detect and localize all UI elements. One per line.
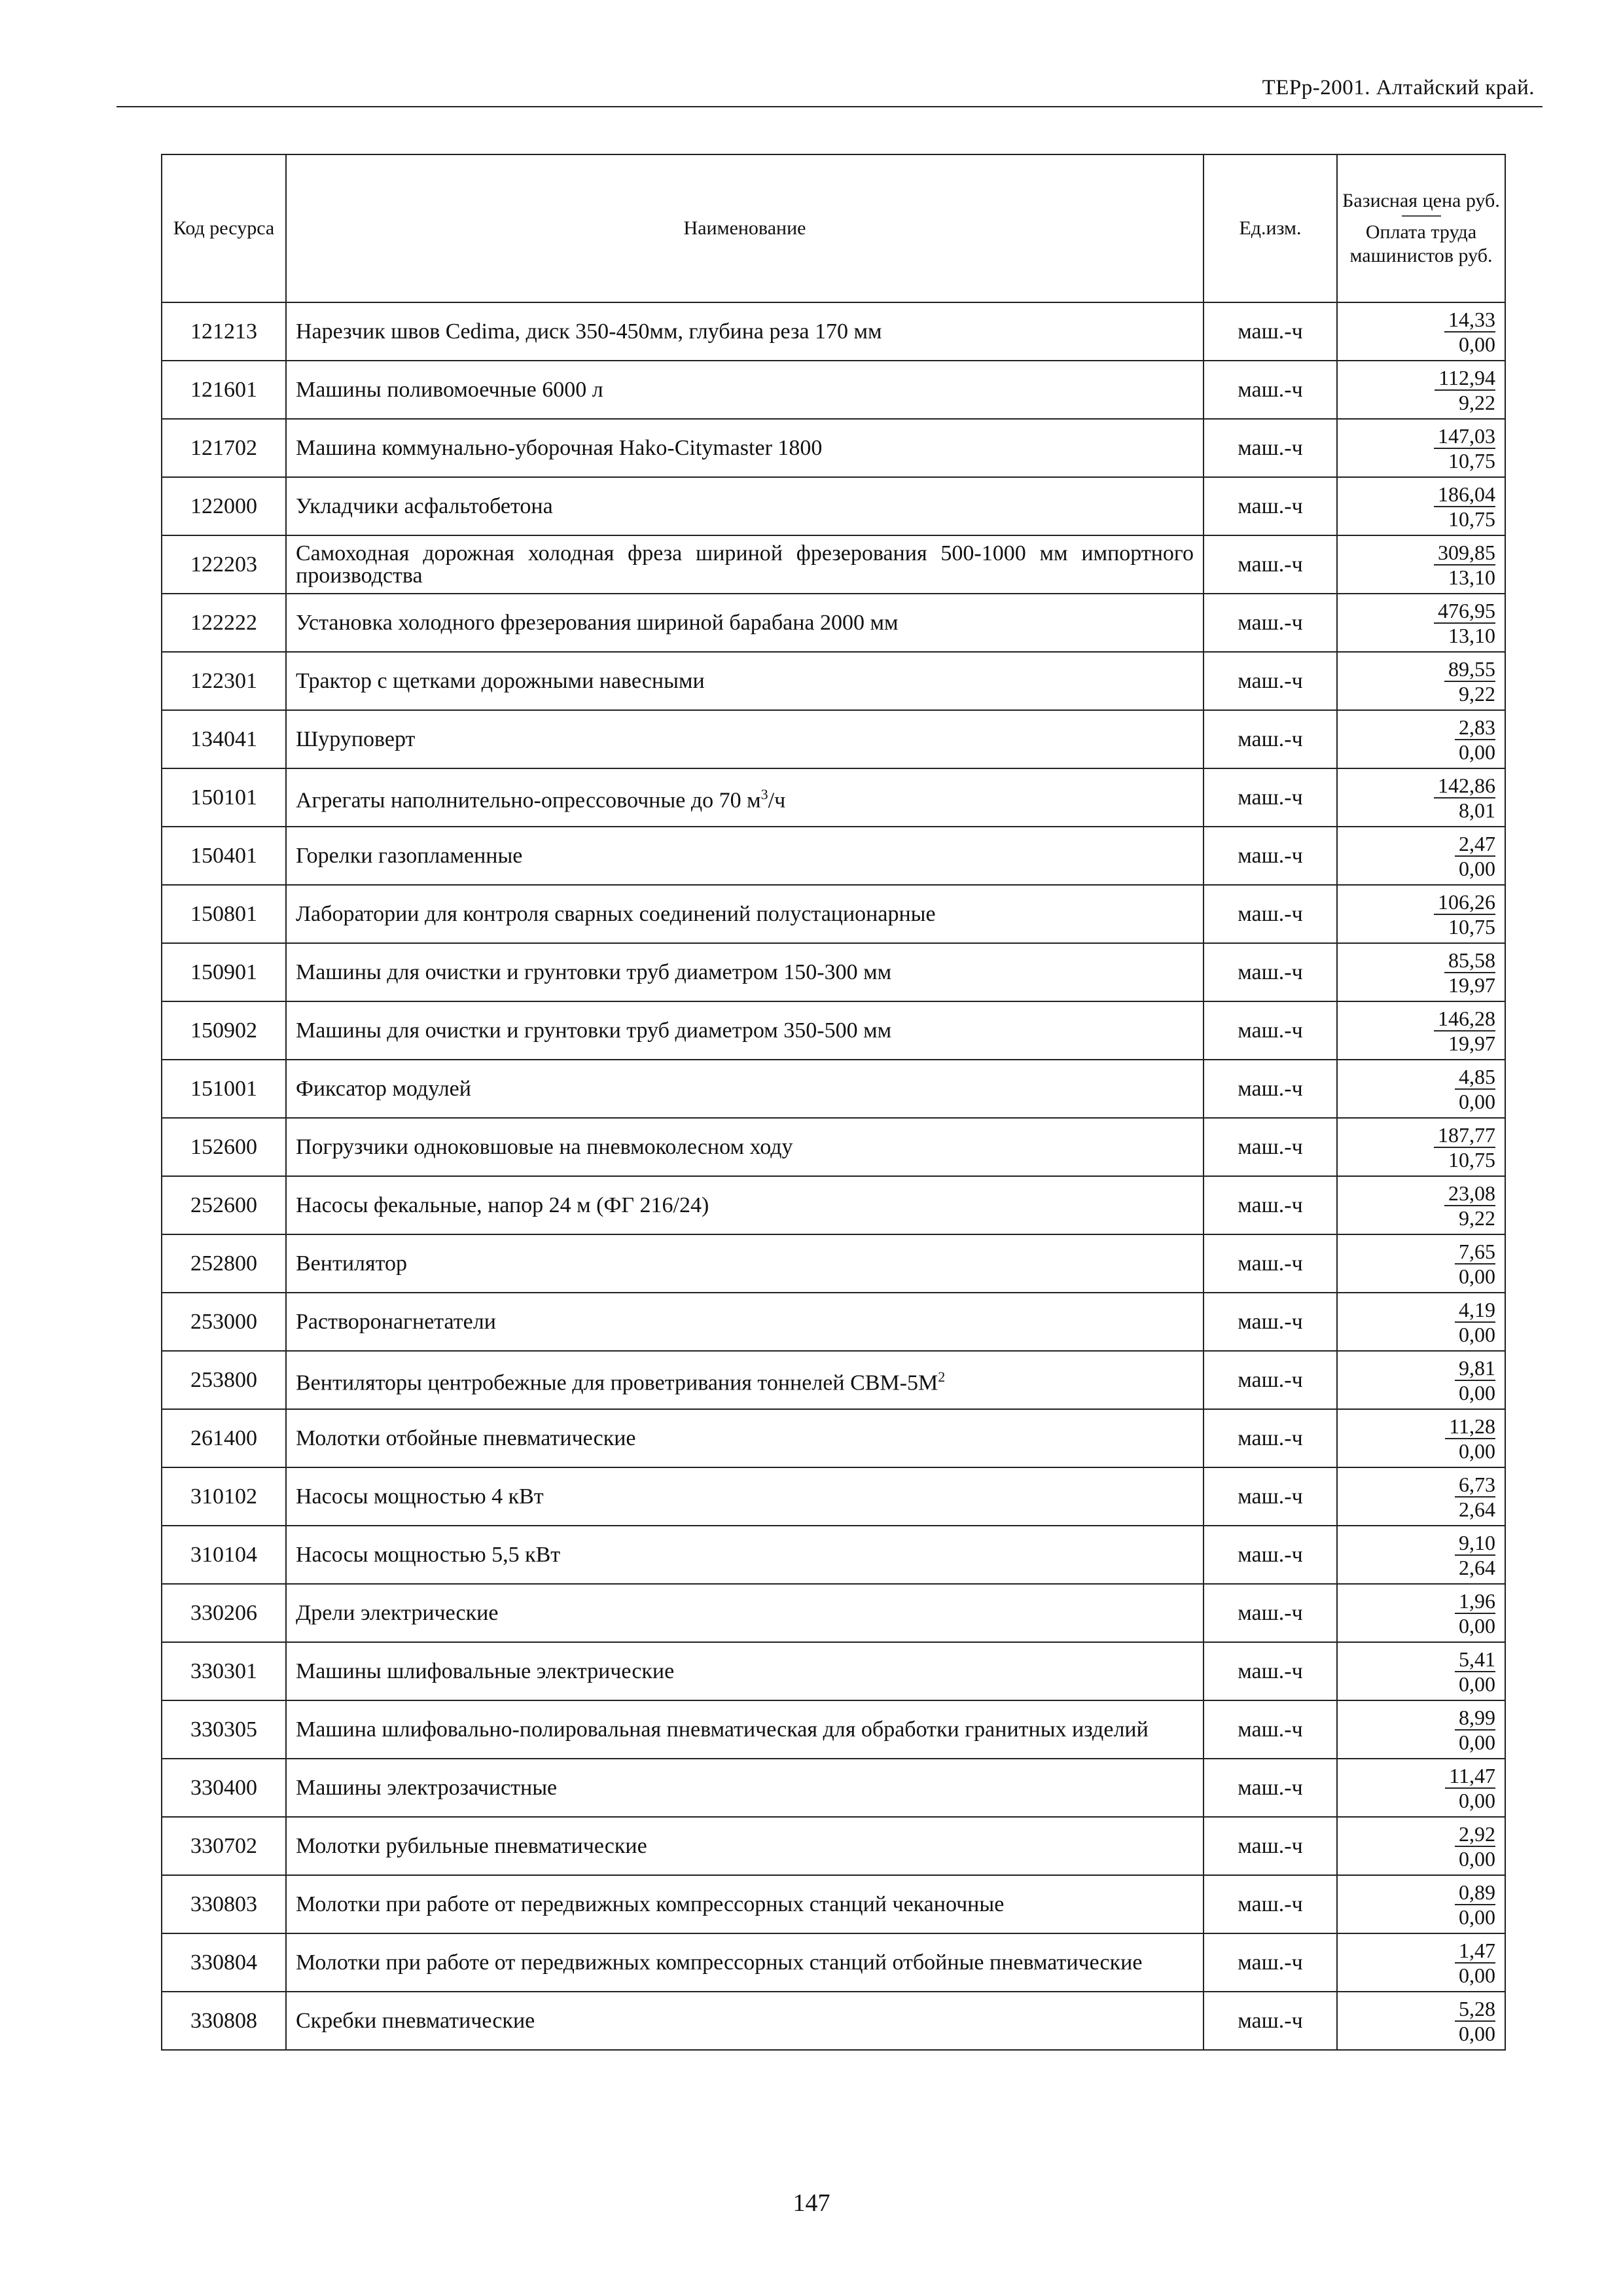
table-row — [162, 419, 1505, 477]
resource-code: 151001 — [162, 1060, 286, 1118]
resource-name-text: Молотки рубильные пневматические — [296, 1833, 647, 1858]
price-cell — [1337, 1875, 1505, 1933]
price-fraction — [1455, 1240, 1495, 1288]
operator-wage: 0,00 — [1459, 1439, 1495, 1463]
resource-unit: маш.-ч — [1204, 1584, 1337, 1642]
table-row — [162, 943, 1505, 1001]
price-fraction — [1444, 308, 1495, 356]
price-fraction — [1444, 1181, 1495, 1230]
price-cell — [1337, 1526, 1505, 1584]
table-row — [162, 302, 1505, 361]
resource-name — [286, 1060, 1204, 1118]
resource-unit: маш.-ч — [1204, 419, 1337, 477]
resource-name — [286, 1700, 1204, 1759]
resource-unit: маш.-ч — [1204, 1817, 1337, 1875]
price-cell — [1337, 535, 1505, 594]
base-price: 309,85 — [1434, 541, 1495, 565]
base-price: 187,77 — [1434, 1123, 1495, 1148]
base-price: 476,95 — [1434, 599, 1495, 624]
resource-name-text: Машина шлифовально-полировальная пневматическая для обработки гранитных изделий — [296, 1717, 1149, 1742]
resource-name-superscript: 3 — [760, 785, 768, 802]
price-fraction — [1445, 1764, 1495, 1812]
resource-unit: маш.-ч — [1204, 652, 1337, 710]
price-cell — [1337, 1642, 1505, 1700]
operator-wage: 10,75 — [1448, 507, 1495, 531]
price-cell — [1337, 827, 1505, 885]
price-fraction — [1455, 1356, 1495, 1405]
price-fraction — [1455, 1880, 1495, 1929]
resource-code: 310104 — [162, 1526, 286, 1584]
table-row — [162, 1001, 1505, 1060]
resource-unit: маш.-ч — [1204, 1992, 1337, 2050]
price-cell — [1337, 477, 1505, 535]
resource-name-text: Фиксатор модулей — [296, 1076, 471, 1101]
resource-code: 150401 — [162, 827, 286, 885]
resource-name — [286, 302, 1204, 361]
header-price-divider — [1402, 215, 1441, 217]
header-code: Код ресурса — [162, 154, 286, 302]
resource-code: 150801 — [162, 885, 286, 943]
resource-name — [286, 768, 1204, 827]
resource-name — [286, 1642, 1204, 1700]
resource-code: 150101 — [162, 768, 286, 827]
resource-name-text: Вентилятор — [296, 1251, 408, 1276]
resource-code: 122301 — [162, 652, 286, 710]
base-price: 4,19 — [1455, 1298, 1495, 1323]
price-fraction — [1455, 1997, 1495, 2045]
resource-code: 330301 — [162, 1642, 286, 1700]
price-cell — [1337, 1234, 1505, 1293]
resource-unit: маш.-ч — [1204, 1351, 1337, 1409]
table-row — [162, 1526, 1505, 1584]
table-row — [162, 885, 1505, 943]
resource-name — [286, 1933, 1204, 1992]
table-row — [162, 1118, 1505, 1176]
base-price: 106,26 — [1434, 890, 1495, 915]
operator-wage: 9,22 — [1459, 390, 1495, 414]
resource-name-text: Укладчики асфальтобетона — [296, 493, 553, 518]
table-row — [162, 1060, 1505, 1118]
resource-name — [286, 827, 1204, 885]
table-row — [162, 652, 1505, 710]
price-cell — [1337, 710, 1505, 768]
price-cell — [1337, 419, 1505, 477]
price-cell — [1337, 1467, 1505, 1526]
operator-wage: 0,00 — [1459, 740, 1495, 764]
base-price: 146,28 — [1434, 1007, 1495, 1031]
price-fraction — [1434, 482, 1495, 531]
table-body — [162, 302, 1505, 2050]
price-fraction — [1434, 599, 1495, 647]
base-price: 2,47 — [1455, 832, 1495, 857]
price-cell — [1337, 652, 1505, 710]
price-fraction — [1455, 832, 1495, 880]
table-row — [162, 827, 1505, 885]
base-price: 2,83 — [1455, 715, 1495, 740]
price-cell — [1337, 1293, 1505, 1351]
resource-unit: маш.-ч — [1204, 1293, 1337, 1351]
table-row — [162, 1584, 1505, 1642]
table-row — [162, 1875, 1505, 1933]
resource-name-text: Машины для очистки и грунтовки труб диаметром 150-300 мм — [296, 960, 892, 984]
resource-unit: маш.-ч — [1204, 477, 1337, 535]
price-cell — [1337, 361, 1505, 419]
resource-name-text: Горелки газопламенные — [296, 843, 523, 868]
resource-unit: маш.-ч — [1204, 1700, 1337, 1759]
resource-name — [286, 1875, 1204, 1933]
resource-name — [286, 652, 1204, 710]
price-cell — [1337, 1933, 1505, 1992]
price-cell — [1337, 1118, 1505, 1176]
resource-code: 122222 — [162, 594, 286, 652]
resource-name-text: Машины поливомоечные 6000 л — [296, 377, 603, 402]
table-row — [162, 1467, 1505, 1526]
resource-name-text: Машина коммунально-уборочная Hako-Citymaster 1800 — [296, 435, 823, 460]
resource-unit: маш.-ч — [1204, 1176, 1337, 1234]
base-price: 85,58 — [1444, 948, 1495, 973]
table-row — [162, 1759, 1505, 1817]
resource-name — [286, 1234, 1204, 1293]
resource-name-text: Установка холодного фрезерования шириной барабана 2000 мм — [296, 610, 899, 635]
price-cell — [1337, 1992, 1505, 2050]
resource-name-text: Погрузчики одноковшовые на пневмоколесном ходу — [296, 1134, 793, 1159]
price-cell — [1337, 1351, 1505, 1409]
price-cell — [1337, 1060, 1505, 1118]
header-price — [1337, 154, 1505, 302]
price-fraction — [1444, 657, 1495, 706]
price-cell — [1337, 943, 1505, 1001]
resource-name — [286, 1526, 1204, 1584]
operator-wage: 0,00 — [1459, 1730, 1495, 1754]
price-cell — [1337, 1409, 1505, 1467]
operator-wage: 8,01 — [1459, 798, 1495, 822]
base-price: 11,47 — [1445, 1764, 1495, 1789]
price-cell — [1337, 768, 1505, 827]
table-row — [162, 1409, 1505, 1467]
base-price: 2,92 — [1455, 1822, 1495, 1847]
operator-wage: 0,00 — [1459, 1089, 1495, 1113]
price-fraction — [1434, 1123, 1495, 1172]
resource-name-text: Насосы мощностью 5,5 кВт — [296, 1542, 561, 1567]
resource-code: 330804 — [162, 1933, 286, 1992]
resource-code: 330803 — [162, 1875, 286, 1933]
resource-name-text: Растворонагнетатели — [296, 1309, 496, 1334]
resource-name — [286, 1118, 1204, 1176]
resource-code: 122000 — [162, 477, 286, 535]
price-cell — [1337, 885, 1505, 943]
resource-name-text: Трактор с щетками дорожными навесными — [296, 668, 705, 693]
resource-unit: маш.-ч — [1204, 1642, 1337, 1700]
resource-unit: маш.-ч — [1204, 768, 1337, 827]
operator-wage: 0,00 — [1459, 1613, 1495, 1638]
resource-unit: маш.-ч — [1204, 1001, 1337, 1060]
resource-name — [286, 535, 1204, 594]
price-fraction — [1455, 1939, 1495, 1987]
resource-name-text: Нарезчик швов Cedima, диск 350-450мм, глубина реза 170 мм — [296, 319, 882, 344]
resource-name-text: Лаборатории для контроля сварных соединений полустационарные — [296, 901, 936, 926]
operator-wage: 10,75 — [1448, 1147, 1495, 1172]
resource-name — [286, 1759, 1204, 1817]
resource-unit: маш.-ч — [1204, 535, 1337, 594]
price-fraction — [1455, 1298, 1495, 1346]
resource-name — [286, 943, 1204, 1001]
operator-wage: 10,75 — [1448, 448, 1495, 473]
price-fraction — [1434, 424, 1495, 473]
table-row — [162, 1817, 1505, 1875]
resource-code: 330400 — [162, 1759, 286, 1817]
resource-code: 134041 — [162, 710, 286, 768]
price-fraction — [1455, 1531, 1495, 1579]
operator-wage: 19,97 — [1448, 973, 1495, 997]
table-row — [162, 1992, 1505, 2050]
resource-code: 330305 — [162, 1700, 286, 1759]
price-cell — [1337, 1584, 1505, 1642]
resource-code: 330702 — [162, 1817, 286, 1875]
header-name: Наименование — [286, 154, 1204, 302]
resource-code: 252800 — [162, 1234, 286, 1293]
resource-unit: маш.-ч — [1204, 710, 1337, 768]
resource-name — [286, 1992, 1204, 2050]
operator-wage: 0,00 — [1459, 1672, 1495, 1696]
table-row — [162, 1642, 1505, 1700]
base-price: 23,08 — [1444, 1181, 1495, 1206]
header-price-bottom: Оплата труда машинистов руб. — [1349, 221, 1493, 266]
resource-name — [286, 1467, 1204, 1526]
resource-code: 150901 — [162, 943, 286, 1001]
resource-unit: маш.-ч — [1204, 1933, 1337, 1992]
page-number: 147 — [793, 2189, 830, 2217]
price-fraction — [1455, 1706, 1495, 1754]
resource-code: 261400 — [162, 1409, 286, 1467]
resource-name-text: Машины шлифовальные электрические — [296, 1659, 675, 1683]
price-fraction — [1434, 541, 1495, 589]
price-fraction — [1434, 890, 1495, 939]
resource-code: 121213 — [162, 302, 286, 361]
resource-name — [286, 710, 1204, 768]
table-row — [162, 1234, 1505, 1293]
header-price-top: Базисная цена руб. — [1342, 190, 1500, 211]
resource-unit: маш.-ч — [1204, 302, 1337, 361]
resource-unit: маш.-ч — [1204, 361, 1337, 419]
operator-wage: 0,00 — [1459, 1264, 1495, 1288]
table-row — [162, 768, 1505, 827]
resource-unit: маш.-ч — [1204, 943, 1337, 1001]
base-price: 142,86 — [1434, 774, 1495, 798]
resource-name — [286, 1584, 1204, 1642]
running-header — [116, 73, 1543, 107]
resource-name-suffix: /ч — [768, 788, 786, 813]
resource-name — [286, 1001, 1204, 1060]
operator-wage: 0,00 — [1459, 1788, 1495, 1812]
table-row — [162, 1351, 1505, 1409]
resource-unit: маш.-ч — [1204, 1875, 1337, 1933]
resource-name — [286, 885, 1204, 943]
resource-name — [286, 477, 1204, 535]
resource-unit: маш.-ч — [1204, 1409, 1337, 1467]
resource-unit: маш.-ч — [1204, 885, 1337, 943]
resource-name-text: Дрели электрические — [296, 1600, 499, 1625]
resource-name-text: Молотки при работе от передвижных компрессорных станций отбойные пневматические — [296, 1950, 1143, 1975]
operator-wage: 2,64 — [1459, 1555, 1495, 1579]
operator-wage: 0,00 — [1459, 1905, 1495, 1929]
table-header-row — [162, 154, 1505, 302]
price-cell — [1337, 594, 1505, 652]
base-price: 8,99 — [1455, 1706, 1495, 1731]
resource-name-text: Молотки при работе от передвижных компрессорных станций чеканочные — [296, 1892, 1005, 1916]
base-price: 112,94 — [1435, 366, 1495, 391]
resource-name — [286, 594, 1204, 652]
price-fraction — [1435, 366, 1495, 414]
base-price: 9,10 — [1455, 1531, 1495, 1556]
resource-name-text: Агрегаты наполнительно-опрессовочные до 70 м — [296, 788, 761, 813]
resource-unit: маш.-ч — [1204, 594, 1337, 652]
resource-name — [286, 419, 1204, 477]
table-row — [162, 361, 1505, 419]
price-fraction — [1455, 1473, 1495, 1521]
price-fraction — [1434, 774, 1495, 822]
price-fraction — [1455, 715, 1495, 764]
operator-wage: 13,10 — [1448, 623, 1495, 647]
price-fraction — [1455, 1647, 1495, 1696]
resource-code: 253800 — [162, 1351, 286, 1409]
resource-name — [286, 1176, 1204, 1234]
resource-unit: маш.-ч — [1204, 1467, 1337, 1526]
resource-name-text: Машины электрозачистные — [296, 1775, 558, 1800]
header-unit: Ед.изм. — [1204, 154, 1337, 302]
table-row — [162, 1700, 1505, 1759]
base-price: 11,28 — [1445, 1414, 1495, 1439]
base-price: 14,33 — [1444, 308, 1495, 332]
resource-unit: маш.-ч — [1204, 1060, 1337, 1118]
resource-code: 252600 — [162, 1176, 286, 1234]
resource-unit: маш.-ч — [1204, 1526, 1337, 1584]
price-fraction — [1455, 1822, 1495, 1871]
operator-wage: 9,22 — [1459, 681, 1495, 706]
table-row — [162, 1293, 1505, 1351]
operator-wage: 2,64 — [1459, 1497, 1495, 1521]
resource-code: 330206 — [162, 1584, 286, 1642]
base-price: 5,28 — [1455, 1997, 1495, 2022]
table-row — [162, 1933, 1505, 1992]
resource-code: 121601 — [162, 361, 286, 419]
base-price: 7,65 — [1455, 1240, 1495, 1265]
price-fraction — [1455, 1065, 1495, 1113]
base-price: 147,03 — [1434, 424, 1495, 449]
resource-unit: маш.-ч — [1204, 1234, 1337, 1293]
price-cell — [1337, 1001, 1505, 1060]
operator-wage: 0,00 — [1459, 2021, 1495, 2045]
operator-wage: 0,00 — [1459, 1846, 1495, 1871]
table-row — [162, 477, 1505, 535]
base-price: 89,55 — [1444, 657, 1495, 682]
resource-name-text: Шуруповерт — [296, 726, 416, 751]
base-price: 1,96 — [1455, 1589, 1495, 1614]
resource-name-superscript: 2 — [938, 1368, 946, 1385]
operator-wage: 13,10 — [1448, 565, 1495, 589]
resource-code: 121702 — [162, 419, 286, 477]
resource-name — [286, 1351, 1204, 1409]
base-price: 9,81 — [1455, 1356, 1495, 1381]
resource-name-text: Машины для очистки и грунтовки труб диаметром 350-500 мм — [296, 1018, 892, 1043]
base-price: 4,85 — [1455, 1065, 1495, 1090]
base-price: 186,04 — [1434, 482, 1495, 507]
resource-name-text: Скребки пневматические — [296, 2008, 535, 2033]
operator-wage: 10,75 — [1448, 914, 1495, 939]
resource-name — [286, 1817, 1204, 1875]
base-price: 6,73 — [1455, 1473, 1495, 1498]
table-row — [162, 710, 1505, 768]
operator-wage: 0,00 — [1459, 856, 1495, 880]
resource-code: 253000 — [162, 1293, 286, 1351]
price-fraction — [1445, 1414, 1495, 1463]
resource-unit: маш.-ч — [1204, 1759, 1337, 1817]
operator-wage: 0,00 — [1459, 1322, 1495, 1346]
price-cell — [1337, 1817, 1505, 1875]
table-row — [162, 1176, 1505, 1234]
price-fraction — [1444, 948, 1495, 997]
operator-wage: 19,97 — [1448, 1031, 1495, 1055]
resource-name-text: Молотки отбойные пневматические — [296, 1426, 636, 1450]
resource-name — [286, 1293, 1204, 1351]
price-cell — [1337, 1700, 1505, 1759]
operator-wage: 0,00 — [1459, 1963, 1495, 1987]
price-cell — [1337, 1759, 1505, 1817]
resource-name-text: Насосы фекальные, напор 24 м (ФГ 216/24) — [296, 1193, 709, 1217]
resource-unit: маш.-ч — [1204, 1118, 1337, 1176]
base-price: 0,89 — [1455, 1880, 1495, 1905]
base-price: 5,41 — [1455, 1647, 1495, 1672]
table-row — [162, 535, 1505, 594]
resource-name — [286, 1409, 1204, 1467]
operator-wage: 0,00 — [1459, 332, 1495, 356]
resource-name-text: Самоходная дорожная холодная фреза шириной фрезерования 500-1000 мм импортного производства — [296, 541, 1194, 588]
base-price: 1,47 — [1455, 1939, 1495, 1964]
operator-wage: 9,22 — [1459, 1206, 1495, 1230]
resource-unit: маш.-ч — [1204, 827, 1337, 885]
resource-code: 152600 — [162, 1118, 286, 1176]
resource-name — [286, 361, 1204, 419]
price-fraction — [1455, 1589, 1495, 1638]
resource-code: 122203 — [162, 535, 286, 594]
resource-table — [161, 154, 1506, 2051]
resource-code: 150902 — [162, 1001, 286, 1060]
resource-code: 310102 — [162, 1467, 286, 1526]
price-fraction — [1434, 1007, 1495, 1055]
price-cell — [1337, 302, 1505, 361]
resource-code: 330808 — [162, 1992, 286, 2050]
price-cell — [1337, 1176, 1505, 1234]
resource-name-text: Насосы мощностью 4 кВт — [296, 1484, 544, 1509]
table-row — [162, 594, 1505, 652]
document-title: ТЕРр-2001. Алтайский край. — [1262, 76, 1535, 99]
operator-wage: 0,00 — [1459, 1380, 1495, 1405]
resource-name-text: Вентиляторы центробежные для проветривания тоннелей СВМ-5М — [296, 1371, 938, 1395]
